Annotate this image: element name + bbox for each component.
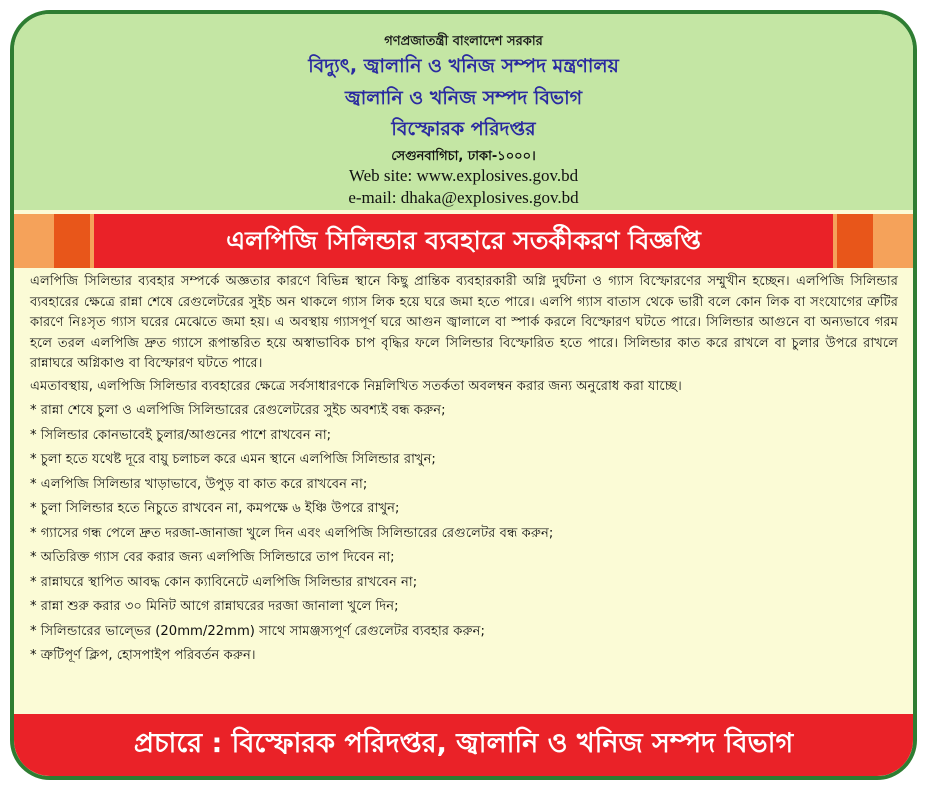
- banner-stripe-right: [837, 214, 873, 268]
- list-item: * রান্নাঘরে স্থাপিত আবদ্ধ কোন ক্যাবিনেটে এলপিজি সিলিন্ডার রাখবেন না;: [30, 574, 418, 590]
- list-item: * চুলা সিলিন্ডার হতে নিচুতে রাখবেন না, কমপক্ষে ৬ ইঞ্চি উপরে রাখুন;: [30, 501, 400, 516]
- notice-body: [30, 272, 898, 669]
- list-item: * এলপিজি সিলিন্ডার খাড়াভাবে, উপুড় বা কাত করে রাখবেন না;: [30, 476, 368, 492]
- banner-stripe-left: [54, 214, 90, 268]
- ministry-name: বিদ্যুৎ, জ্বালানি ও খনিজ সম্পদ মন্ত্রণালয়: [308, 55, 619, 77]
- header: [14, 14, 913, 210]
- website: Web site: www.explosives.gov.bd: [348, 166, 579, 185]
- list-item: * সিলিন্ডারের ভাল্ভের (20mm/22mm) সাথে সামঞ্জস্যপূর্ণ রেগুলেটর ব্যবহার করুন;: [30, 623, 485, 639]
- list-item: * অতিরিক্ত গ্যাস বের করার জন্য এলপিজি সিলিন্ডারে তাপ দিবেন না;: [30, 550, 395, 565]
- email: e-mail: dhaka@explosives.gov.bd: [348, 188, 579, 207]
- department-name: বিস্ফোরক পরিদপ্তর: [391, 118, 536, 140]
- address: সেগুনবাগিচা, ঢাকা-১০০০।: [391, 149, 536, 164]
- footer-banner: প্রচারে : বিস্ফোরক পরিদপ্তর, জ্বালানি ও খনিজ সম্পদ বিভাগ: [14, 714, 913, 776]
- list-item: * সিলিন্ডার কোনভাবেই চুলার/আগুনের পাশে রাখবেন না;: [30, 427, 332, 443]
- intro-paragraph: এলপিজি সিলিন্ডার ব্যবহার সম্পর্কে অজ্ঞতার কারণে বিভিন্ন স্থানে কিছু প্রান্তিক ব্যবহারকারী অগ্নি দুর্ঘটনা ও গ্যাস বিস্ফোরণের সম্মুখীন হচ্ছেন। এলপিজি সিলিন্ডার ব্যবহারের ক্ষেত্রে রান্না শেষে রেগুলেটরের সুইচ অন থাকলে গ্যাস লিক হয়ে ঘরে জমা হতে পারে। এলপি গ্যাস বাতাস থেকে ভারী বলে কোন লিক বা সংযোগের ত্রুটির কারণে নিঃসৃত গ্যাস ঘরের মেঝেতে জমা হয়। এ অবস্থায় গ্যাসপূর্ণ ঘরে আগুন জ্বালালে বা স্পার্ক করলে বিস্ফোরণ ঘটতে পারে। সিলিন্ডার আগুনে বা অন্যভাবে গরম হলে তরল এলপিজি দ্রুত গ্যাসে রূপান্তরিত হয়ে অস্বাভাবিক চাপ বৃদ্ধির ফলে সিলিন্ডার বিস্ফোরিত হতে পারে। সিলিন্ডার কাত করে রাখলে বা চুলার উপরে রাখলে রান্নাঘরে অগ্নিকাণ্ড বা বিস্ফোরণ ঘটতে পারে।: [30, 274, 898, 371]
- precautions-list: [30, 399, 898, 669]
- notice-title: এলপিজি সিলিন্ডার ব্যবহারে সতর্কীকরণ বিজ্ঞপ্তি: [94, 214, 833, 268]
- list-item: * গ্যাসের গন্ধ পেলে দ্রুত দরজা-জানাজা খুলে দিন এবং এলপিজি সিলিন্ডারের রেগুলেটর বন্ধ করুন;: [30, 525, 554, 541]
- title-banner: [14, 214, 913, 268]
- lead-paragraph: এমতাবস্থায়, এলপিজি সিলিন্ডার ব্যবহারের ক্ষেত্রে সর্বসাধারণকে নিম্নলিখিত সতর্কতা অবলম্বন করার জন্য অনুরোধ করা যাচ্ছে।: [30, 378, 682, 394]
- list-item: * রান্না শেষে চুলা ও এলপিজি সিলিন্ডারের রেগুলেটরের সুইচ অবশ্যই বন্ধ করুন;: [30, 403, 446, 418]
- list-item: * চুলা হতে যথেষ্ট দূরে বায়ু চলাচল করে এমন স্থানে এলপিজি সিলিন্ডার রাখুন;: [30, 452, 436, 467]
- government-name: গণপ্রজাতন্ত্রী বাংলাদেশ সরকার: [384, 34, 543, 49]
- division-name: জ্বালানি ও খনিজ সম্পদ বিভাগ: [344, 87, 583, 109]
- list-item: * ত্রুটিপূর্ণ ক্লিপ, হোসপাইপ পরিবর্তন করুন।: [30, 648, 256, 663]
- notice-frame: [10, 10, 917, 780]
- list-item: * রান্না শুরু করার ৩০ মিনিট আগে রান্নাঘরের দরজা জানালা খুলে দিন;: [30, 599, 399, 614]
